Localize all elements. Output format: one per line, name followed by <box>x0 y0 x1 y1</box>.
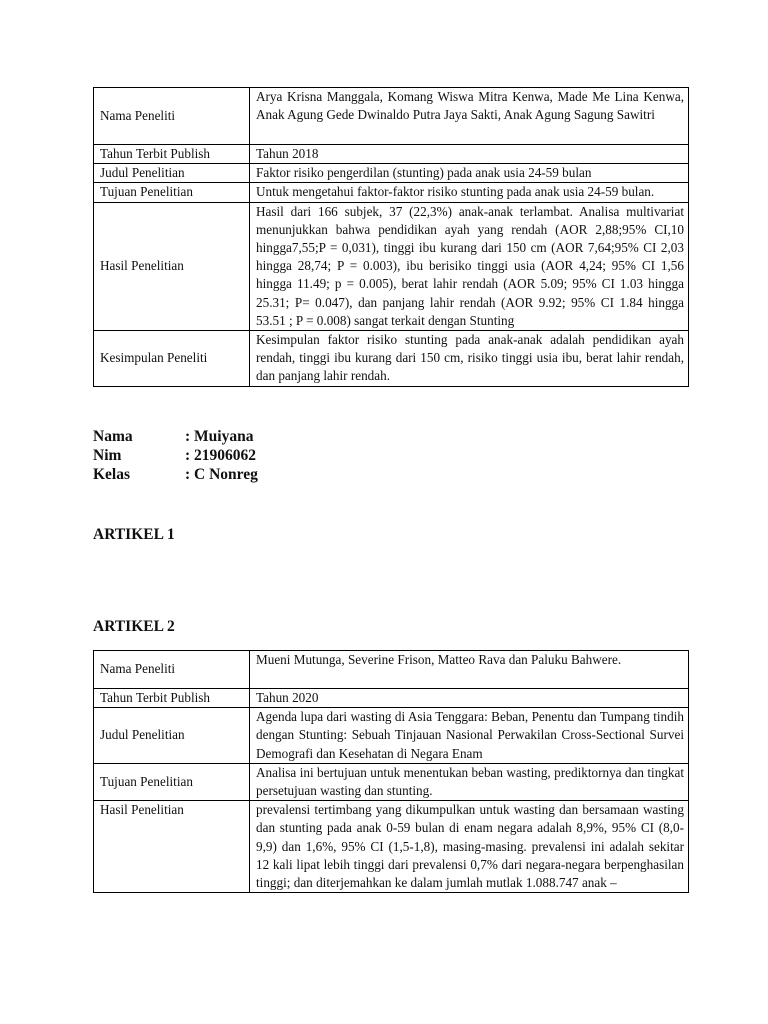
student-name-line <box>93 427 253 446</box>
table-row <box>94 164 689 183</box>
label-judul-penelitian: Judul Penelitian <box>94 164 250 183</box>
label-kesimpulan-peneliti: Kesimpulan Peneliti <box>94 331 250 387</box>
label-tahun-terbit: Tahun Terbit Publish <box>94 145 250 164</box>
value-nama-peneliti: Arya Krisna Manggala, Komang Wiswa Mitra Kenwa, Made Me Lina Kenwa, Anak Agung Gede Dwinaldo Putra Jaya Sakti, Anak Agung Sagung Sawitri <box>250 88 689 145</box>
label-hasil-penelitian: Hasil Penelitian <box>94 801 250 893</box>
table-row <box>94 88 689 145</box>
table-row <box>94 801 689 893</box>
value-tujuan-penelitian: Analisa ini bertujuan untuk menentukan beban wasting, prediktornya dan tingkat persetujuan wasting dan stunting. <box>250 763 689 800</box>
value-hasil-penelitian: Hasil dari 166 subjek, 37 (22,3%) anak-anak terlambat. Analisa multivariat menunjukkan bahwa pendidikan ayah yang rendah (AOR 2,88;95% CI,10 hingga7,55;P = 0,031), tinggi ibu kurang dari 150 cm (AOR 7,64;95% CI 2,03 hingga 28,74; P = 0.003), ibu berisiko tinggi usia (AOR 4,24; 95% CI 1,56 hingga 11.49; p = 0.005), berat lahir rendah (AOR 5.09; 95% CI 1.03 hingga 25.31; P= 0.047), dan panjang lahir rendah (AOR 9.92; 95% CI 1.84 hingga 53.51 ; P = 0.008) sangat terkait dengan Stunting <box>250 202 689 330</box>
student-class-line <box>93 465 258 484</box>
label-judul-penelitian: Judul Penelitian <box>94 708 250 764</box>
student-nim-line <box>93 446 256 465</box>
value-tahun-terbit: Tahun 2020 <box>250 689 689 708</box>
table-row <box>94 763 689 800</box>
article1-table <box>93 87 689 387</box>
table-row <box>94 708 689 764</box>
student-name-value: : Muiyana <box>185 428 254 445</box>
student-class-label: Kelas <box>93 466 131 483</box>
student-nim-value: : 21906062 <box>185 447 257 464</box>
label-nama-peneliti: Nama Peneliti <box>94 88 250 145</box>
value-judul-penelitian: Agenda lupa dari wasting di Asia Tenggara: Beban, Penentu dan Tumpang tindih dengan Stunting: Sebuah Tinjauan Nasional Perwakilan Cross-Sectional Survei Demografi dan Kesehatan di Negara Enam <box>250 708 689 764</box>
table-row <box>94 651 689 689</box>
value-hasil-penelitian: prevalensi tertimbang yang dikumpulkan untuk wasting dan bersamaan wasting dan stunting pada anak 0-59 bulan di enam negara adalah 8,9%, 95% CI (8,0-9,9) dan 1,6%, 95% CI (1,5-1,8), masing-masing. prevalensi ini adalah sekitar 12 kali lipat lebih tinggi dari prevalensi 0,7% dari negara-negara berpenghasilan tinggi; dan diterjemahkan ke dalam jumlah mutlak 1.088.747 anak – <box>250 801 689 893</box>
value-judul-penelitian: Faktor risiko pengerdilan (stunting) pada anak usia 24-59 bulan <box>250 164 689 183</box>
label-tujuan-penelitian: Tujuan Penelitian <box>94 183 250 202</box>
table-row <box>94 331 689 387</box>
table-row <box>94 689 689 708</box>
article2-table <box>93 650 689 893</box>
label-nama-peneliti: Nama Peneliti <box>94 651 250 689</box>
value-tujuan-penelitian: Untuk mengetahui faktor-faktor risiko stunting pada anak usia 24-59 bulan. <box>250 183 689 202</box>
value-tahun-terbit: Tahun 2018 <box>250 145 689 164</box>
student-nim-label: Nim <box>93 447 122 464</box>
table-row <box>94 183 689 202</box>
label-hasil-penelitian: Hasil Penelitian <box>94 202 250 330</box>
article1-heading: ARTIKEL 1 <box>93 526 175 543</box>
value-kesimpulan-peneliti: Kesimpulan faktor risiko stunting pada anak-anak adalah pendidikan ayah rendah, tinggi ibu kurang dari 150 cm, risiko tinggi usia ibu, berat lahir rendah, dan panjang lahir rendah. <box>250 331 689 387</box>
article2-heading: ARTIKEL 2 <box>93 618 175 635</box>
table-row <box>94 202 689 330</box>
label-tahun-terbit: Tahun Terbit Publish <box>94 689 250 708</box>
value-nama-peneliti: Mueni Mutunga, Severine Frison, Matteo Rava dan Paluku Bahwere. <box>250 651 689 689</box>
table-row <box>94 145 689 164</box>
student-name-label: Nama <box>93 428 133 445</box>
label-tujuan-penelitian: Tujuan Penelitian <box>94 763 250 800</box>
student-class-value: : C Nonreg <box>185 466 258 483</box>
